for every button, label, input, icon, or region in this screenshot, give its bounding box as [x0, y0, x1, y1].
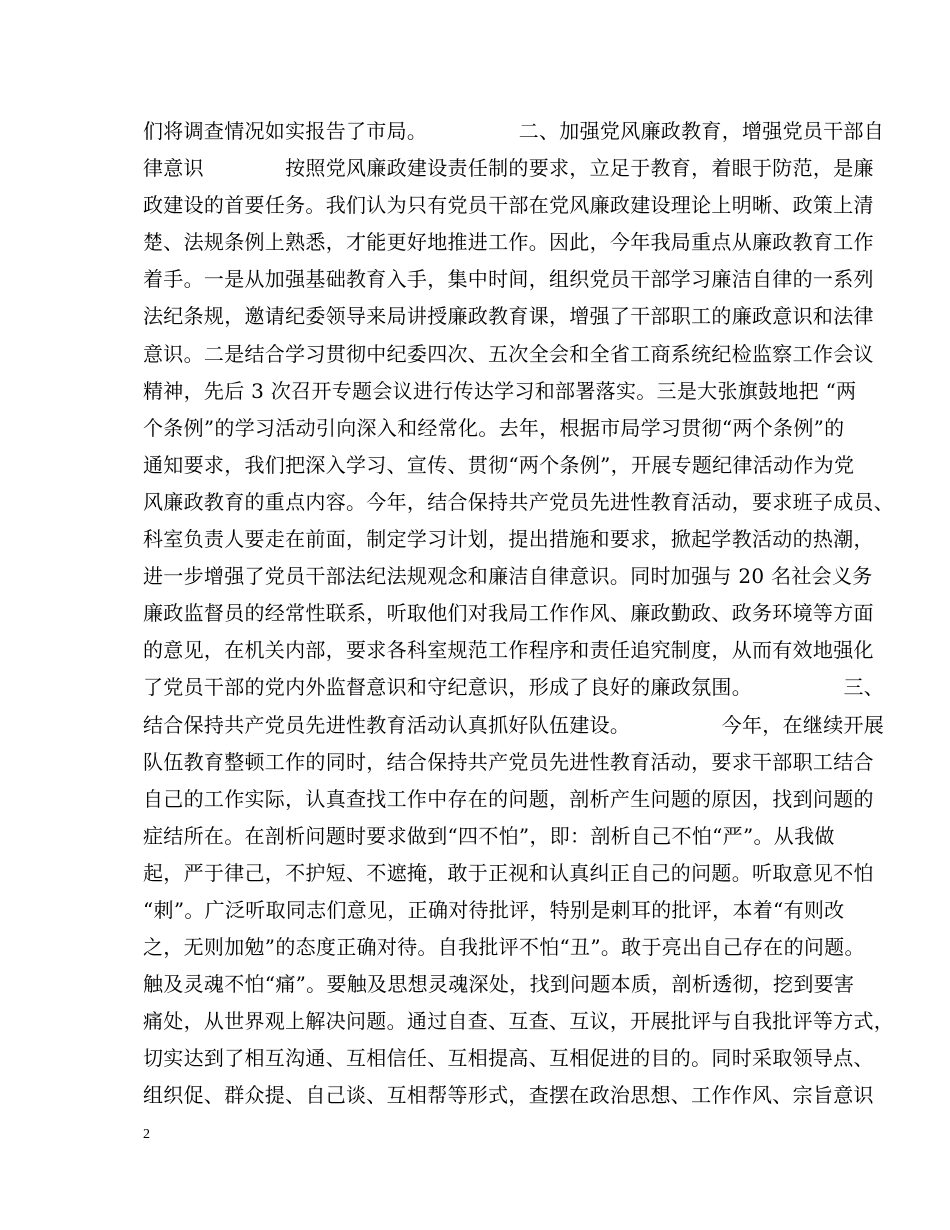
text-line: 法纪条规，邀请纪委领导来局讲授廉政教育课，增强了干部职工的廉政意识和法律	[143, 304, 874, 329]
page-number: 2	[143, 1127, 150, 1142]
text-line: 科室负责人要走在前面，制定学习计划，提出措施和要求，掀起学教活动的热潮，	[143, 527, 874, 552]
text-line: 了党员干部的党内外监督意识和守纪意识，形成了良好的廉政氛围。 三、	[143, 675, 885, 700]
text-line: 痛处，从世界观上解决问题。通过自查、互查、互议，开展批评与自我批评等方式，	[143, 1009, 895, 1034]
text-line: 廉政监督员的经常性联系，听取他们对我局工作作风、廉政勤政、政务环境等方面	[143, 601, 874, 626]
text-line: 结合保持共产党员先进性教育活动认真抓好队伍建设。 今年，在继续开展	[143, 712, 885, 737]
text-line: 进一步增强了党员干部法纪法规观念和廉洁自律意识。同时加强与 20 名社会义务	[143, 564, 873, 589]
text-line: 楚、法规条例上熟悉，才能更好地推进工作。因此，今年我局重点从廉政教育工作	[143, 230, 874, 255]
text-line: 症结所在。在剖析问题时要求做到“四不怕”，即：剖析自己不怕“严”。从我做	[143, 823, 835, 848]
text-line: 队伍教育整顿工作的同时，结合保持共产党员先进性教育活动，要求干部职工结合	[143, 749, 874, 774]
text-line: 着手。一是从加强基础教育入手，集中时间，组织党员干部学习廉洁自律的一系列	[143, 267, 874, 292]
text-line: 意识。二是结合学习贯彻中纪委四次、五次全会和全省工商系统纪检监察工作会议	[143, 341, 874, 366]
text-line: 的意见，在机关内部，要求各科室规范工作程序和责任追究制度，从而有效地强化	[143, 638, 874, 663]
text-line: “刺”。广泛听取同志们意见，正确对待批评，特别是刺耳的批评，本着“有则改	[143, 897, 845, 922]
text-line: 切实达到了相互沟通、互相信任、互相提高、互相促进的目的。同时采取领导点、	[143, 1046, 874, 1071]
text-line: 触及灵魂不怕“痛”。要触及思想灵魂深处，找到问题本质，剖析透彻，挖到要害	[143, 972, 855, 997]
text-line: 律意识 按照党风廉政建设责任制的要求，立足于教育，着眼于防范，是廉	[143, 156, 874, 181]
text-line: 之，无则加勉”的态度正确对待。自我批评不怕“丑”。敢于亮出自己存在的问题。	[143, 935, 865, 960]
body-text	[143, 113, 895, 1115]
text-line: 风廉政教育的重点内容。今年，结合保持共产党员先进性教育活动，要求班子成员、	[143, 489, 895, 514]
text-line: 起，严于律己，不护短、不遮掩，敢于正视和认真纠正自己的问题。听取意见不怕	[143, 860, 874, 885]
text-line: 政建设的首要任务。我们认为只有党员干部在党风廉政建设理论上明晰、政策上清	[143, 193, 874, 218]
text-line: 自己的工作实际，认真查找工作中存在的问题，剖析产生问题的原因，找到问题的	[143, 786, 874, 811]
text-line: 们将调查情况如实报告了市局。 二、加强党风廉政教育，增强党员干部自	[143, 119, 885, 143]
text-line: 组织促、群众提、自己谈、互相帮等形式，查摆在政治思想、工作作风、宗旨意识	[143, 1083, 874, 1108]
text-line: 通知要求，我们把深入学习、宣传、贯彻“两个条例”，开展专题纪律活动作为党	[143, 452, 855, 477]
text-line: 精神，先后 3 次召开专题会议进行传达学习和部署落实。三是大张旗鼓地把 “两	[143, 378, 857, 403]
text-line: 个条例”的学习活动引向深入和经常化。去年，根据市局学习贯彻“两个条例”的	[143, 415, 845, 440]
